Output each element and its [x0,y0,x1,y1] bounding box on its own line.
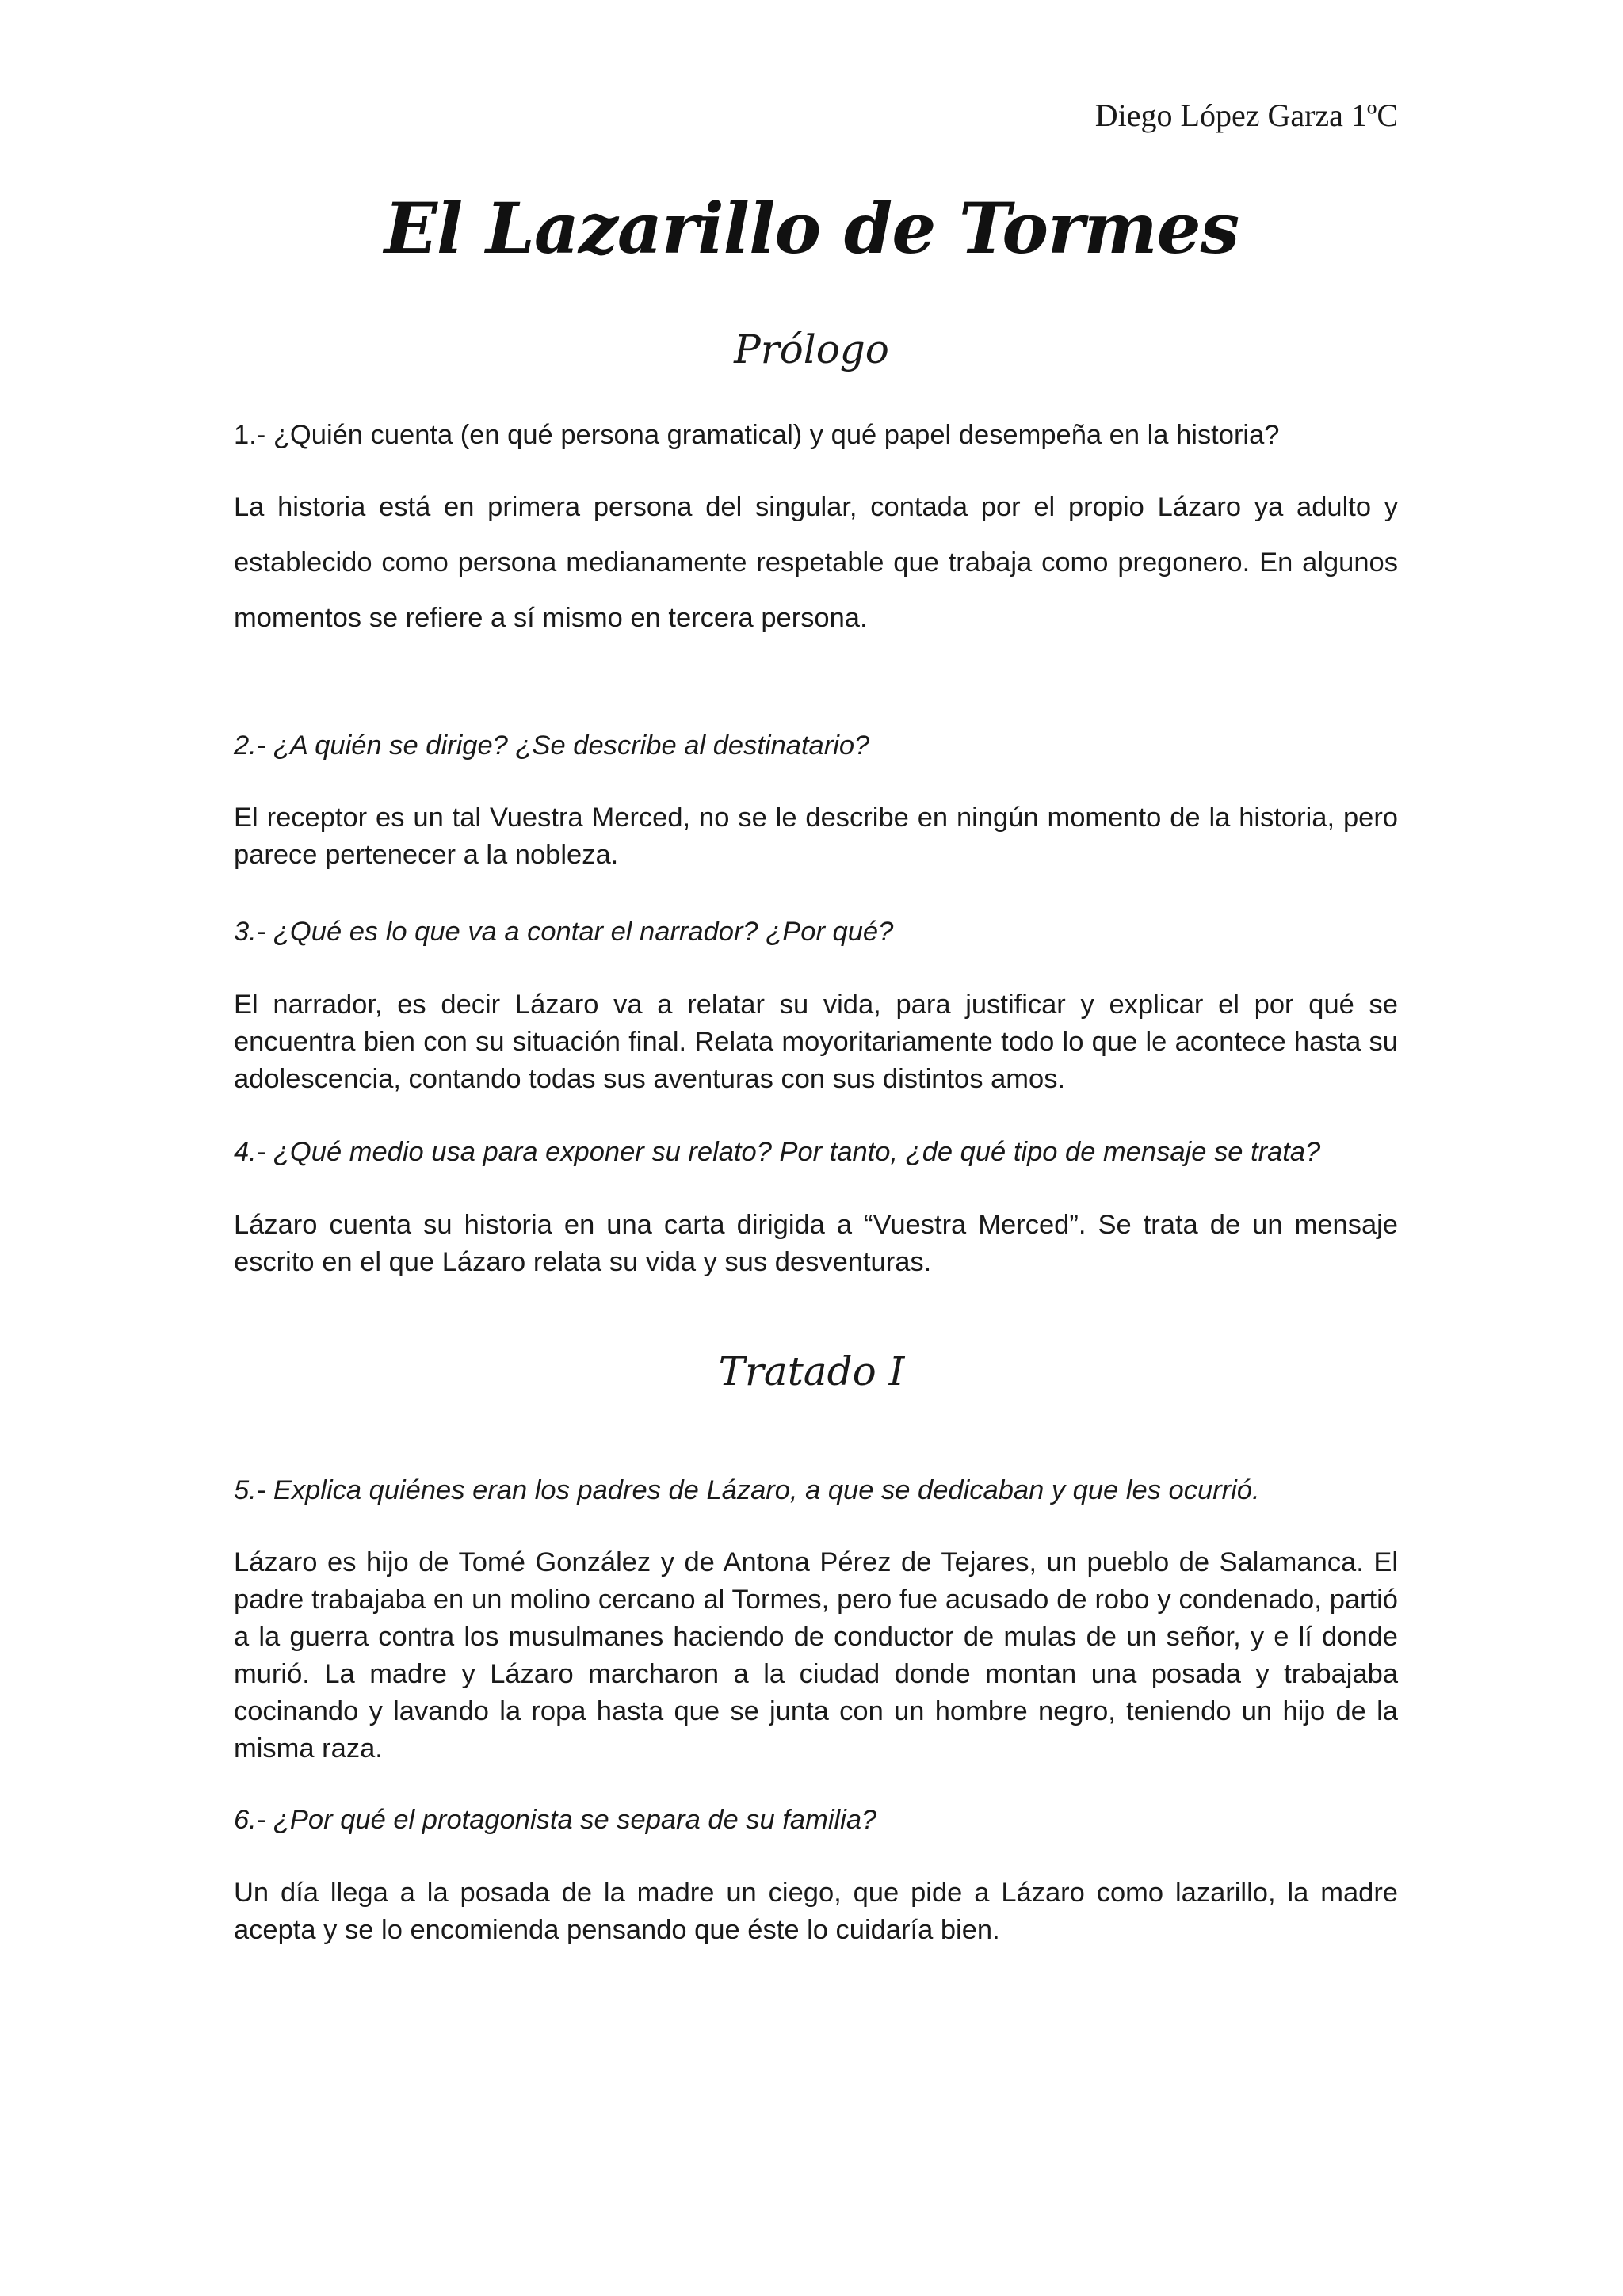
answer-6: Un día llega a la posada de la madre un ciego, que pide a Lázaro como lazarillo, la madre acepta y se lo encomienda pensando que éste lo cuidaría bien. [234,1878,1398,1945]
question-1: 1.- ¿Quién cuenta (en qué persona gramatical) y qué papel desempeña en la historia? [234,420,1280,450]
answer-5: Lázaro es hijo de Tomé González y de Antona Pérez de Tejares, un pueblo de Salamanca. El padre trabajaba en un molino cercano al Tormes, pero fue acusado de robo y condenado, partió a la guerra contra los musulmanes haciendo de conductor de mulas de un señor, y e lí donde murió. La madre y Lázaro marcharon a la ciudad donde montan una posada y trabajaba cocinando y lavando la ropa hasta que se junta con un hombre negro, teniendo un hijo de la misma raza. [234,1547,1398,1764]
section-heading-tratado-1: Tratado I [718,1348,905,1394]
question-3: 3.- ¿Qué es lo que va a contar el narrador? ¿Por qué? [234,917,894,947]
question-4: 4.- ¿Qué medio usa para exponer su relato? Por tanto, ¿de qué tipo de mensaje se trata? [234,1137,1321,1167]
answer-3: El narrador, es decir Lázaro va a relatar su vida, para justificar y explicar el por qué se encuentra bien con su situación final. Relata moyoritariamente todo lo que le acontece hasta su adolescencia, contando todas sus aventuras con sus distintos amos. [234,990,1398,1094]
author-name: Diego López Garza 1ºC [1094,97,1398,133]
answer-2: El receptor es un tal Vuestra Merced, no se le describe en ningún momento de la historia, pero parece pertenecer a la nobleza. [234,803,1398,870]
question-2: 2.- ¿A quién se dirige? ¿Se describe al destinatario? [234,730,870,761]
section-heading-prologo: Prólogo [734,326,889,372]
question-5: 5.- Explica quiénes eran los padres de Lázaro, a que se dedicaban y que les ocurrió. [234,1475,1260,1505]
question-6: 6.- ¿Por qué el protagonista se separa de su familia? [234,1805,877,1835]
answer-1: La historia está en primera persona del singular, contada por el propio Lázaro ya adulto y establecido como persona medianamente respetable que trabaja como pregonero. En algunos momentos se refiere a sí mismo en tercera persona. [234,492,1398,633]
document-title: El Lazarillo de Tormes [384,187,1239,269]
answer-4: Lázaro cuenta su historia en una carta dirigida a “Vuestra Merced”. Se trata de un mensaje escrito en el que Lázaro relata su vida y sus desventuras. [234,1210,1398,1277]
